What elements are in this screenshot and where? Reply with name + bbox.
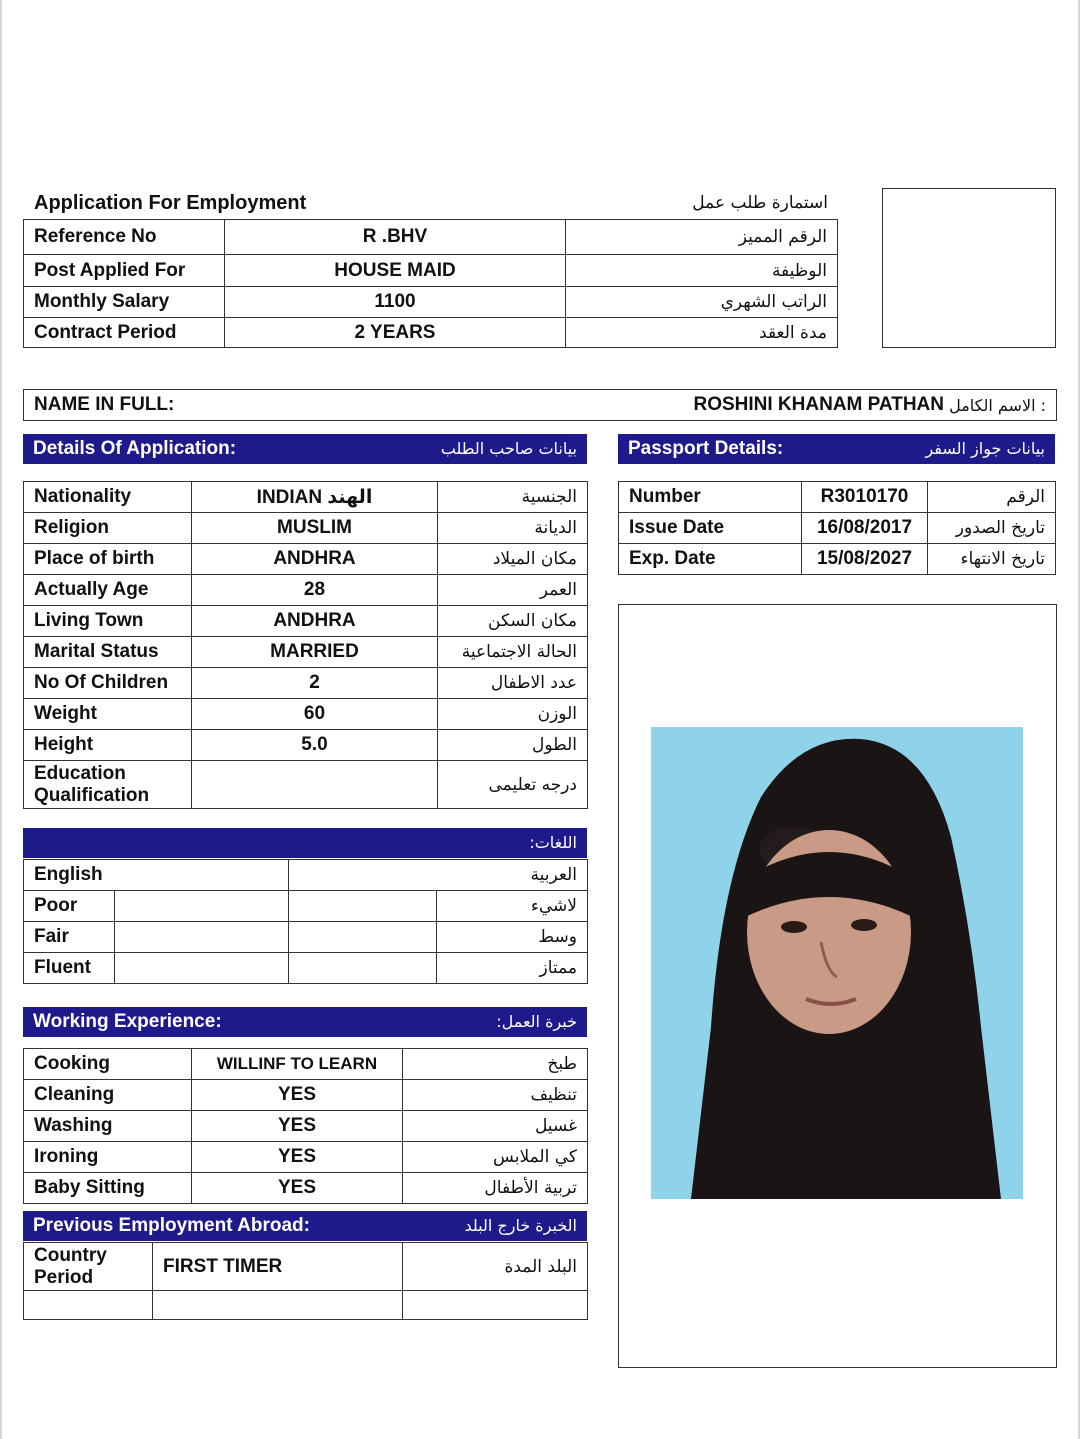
left-page-edge xyxy=(0,0,2,1439)
post-label-ar: الوظيفة xyxy=(566,255,838,287)
previous-header xyxy=(23,1211,587,1241)
exp-date-label-ar: تاريخ الانتهاء xyxy=(928,544,1056,575)
salary-value: 1100 xyxy=(225,287,566,318)
details-row xyxy=(24,637,588,668)
country-period-label xyxy=(24,1243,153,1291)
details-header-title-ar: بيانات صاحب الطلب xyxy=(440,439,577,458)
details-row xyxy=(24,482,588,513)
education-label xyxy=(24,761,192,809)
children-label-ar: عدد الاطفال xyxy=(438,668,588,699)
experience-row xyxy=(24,1111,588,1142)
religion-value: MUSLIM xyxy=(192,513,438,544)
details-row xyxy=(24,513,588,544)
passport-number-label: Number xyxy=(619,482,802,513)
experience-header-title: Working Experience: xyxy=(33,1011,222,1032)
language-row xyxy=(24,860,588,891)
language-arabic-label: العربية xyxy=(289,860,588,891)
passport-header-title: Passport Details: xyxy=(628,438,784,459)
name-label: NAME IN FULL: xyxy=(34,394,175,415)
height-label: Height xyxy=(24,730,192,761)
exp-date-value: 15/08/2027 xyxy=(802,544,928,575)
nationality-label: Nationality xyxy=(24,482,192,513)
level-fluent-arabic xyxy=(289,953,437,984)
experience-header xyxy=(23,1007,587,1037)
empty-cell xyxy=(24,1291,153,1320)
level-fair-label: Fair xyxy=(24,922,115,953)
details-row xyxy=(24,699,588,730)
level-fair-english xyxy=(115,922,289,953)
details-header xyxy=(23,434,587,464)
age-label-ar: العمر xyxy=(438,575,588,606)
passport-row xyxy=(619,482,1056,513)
details-row xyxy=(24,575,588,606)
level-fair-label-ar: وسط xyxy=(437,922,588,953)
passport-row xyxy=(619,513,1056,544)
experience-row xyxy=(24,1142,588,1173)
language-row xyxy=(24,953,588,984)
stamp-box xyxy=(882,188,1056,348)
education-label-line-1: Education xyxy=(34,762,126,784)
level-fluent-english xyxy=(115,953,289,984)
country-period-label-ar: البلد المدة xyxy=(403,1243,588,1291)
level-fluent-label: Fluent xyxy=(24,953,115,984)
level-poor-label-ar: لاشيء xyxy=(437,891,588,922)
washing-label: Washing xyxy=(24,1111,192,1142)
children-value: 2 xyxy=(192,668,438,699)
reference-table xyxy=(23,219,838,348)
post-label: Post Applied For xyxy=(24,255,225,287)
cooking-label-ar: طبخ xyxy=(403,1049,588,1080)
empty-cell xyxy=(153,1291,403,1320)
previous-header-title: Previous Employment Abroad: xyxy=(33,1215,310,1236)
details-row xyxy=(24,668,588,699)
passport-header xyxy=(618,434,1055,464)
cleaning-value: YES xyxy=(192,1080,403,1111)
marital-label: Marital Status xyxy=(24,637,192,668)
contract-label: Contract Period xyxy=(24,318,225,348)
empty-cell xyxy=(403,1291,588,1320)
marital-value: MARRIED xyxy=(192,637,438,668)
living-town-label: Living Town xyxy=(24,606,192,637)
contract-row xyxy=(24,318,838,348)
cooking-label: Cooking xyxy=(24,1049,192,1080)
baby-sitting-value: YES xyxy=(192,1173,403,1204)
experience-row xyxy=(24,1173,588,1204)
exp-date-label: Exp. Date xyxy=(619,544,802,575)
religion-label: Religion xyxy=(24,513,192,544)
applicant-portrait-illustration xyxy=(651,727,1023,1199)
experience-header-title-ar: خبرة العمل: xyxy=(496,1012,577,1031)
education-value xyxy=(192,761,438,809)
country-label: Country xyxy=(34,1244,107,1266)
cleaning-label: Cleaning xyxy=(24,1080,192,1111)
cleaning-label-ar: تنظيف xyxy=(403,1080,588,1111)
previous-row xyxy=(24,1243,588,1291)
weight-label-ar: الوزن xyxy=(438,699,588,730)
experience-row xyxy=(24,1049,588,1080)
reference-value: R .BHV xyxy=(225,220,566,255)
contract-label-ar: مدة العقد xyxy=(566,318,838,348)
previous-empty-row xyxy=(24,1291,588,1320)
religion-label-ar: الديانة xyxy=(438,513,588,544)
education-row xyxy=(24,761,588,809)
children-label: No Of Children xyxy=(24,668,192,699)
weight-label: Weight xyxy=(24,699,192,730)
reference-row xyxy=(24,220,838,255)
languages-header xyxy=(23,828,587,858)
name-label-ar: : الاسم الكامل xyxy=(949,396,1046,415)
nationality-label-ar: الجنسية xyxy=(438,482,588,513)
previous-table xyxy=(23,1242,588,1320)
salary-label-ar: الراتب الشهري xyxy=(566,287,838,318)
passport-header-title-ar: بيانات جواز السفر xyxy=(925,439,1045,458)
salary-row xyxy=(24,287,838,318)
period-label: Period xyxy=(34,1266,94,1288)
previous-header-title-ar: الخبرة خارج البلد xyxy=(464,1216,577,1235)
nationality-value: INDIAN الهند xyxy=(192,482,438,513)
level-poor-arabic xyxy=(289,891,437,922)
details-table xyxy=(23,481,588,809)
education-label-line-2: Qualification xyxy=(34,784,150,806)
details-row xyxy=(24,544,588,575)
education-label-ar: درجه تعليمى xyxy=(438,761,588,809)
height-label-ar: الطول xyxy=(438,730,588,761)
experience-table xyxy=(23,1048,588,1204)
languages-table xyxy=(23,859,588,984)
birthplace-value: ANDHRA xyxy=(192,544,438,575)
issue-date-label-ar: تاريخ الصدور xyxy=(928,513,1056,544)
form-title-arabic: استمارة طلب عمل xyxy=(692,193,828,213)
passport-number-label-ar: الرقم xyxy=(928,482,1056,513)
post-value: HOUSE MAID xyxy=(225,255,566,287)
language-english-label: English xyxy=(24,860,289,891)
language-row xyxy=(24,891,588,922)
languages-header-title-ar: اللغات: xyxy=(529,833,577,852)
birthplace-label: Place of birth xyxy=(24,544,192,575)
ironing-value: YES xyxy=(192,1142,403,1173)
language-row xyxy=(24,922,588,953)
contract-value: 2 YEARS xyxy=(225,318,566,348)
level-fair-arabic xyxy=(289,922,437,953)
post-row xyxy=(24,255,838,287)
ironing-label: Ironing xyxy=(24,1142,192,1173)
passport-table xyxy=(618,481,1056,575)
living-town-label-ar: مكان السكن xyxy=(438,606,588,637)
baby-sitting-label: Baby Sitting xyxy=(24,1173,192,1204)
salary-label: Monthly Salary xyxy=(24,287,225,318)
name-row xyxy=(23,389,1057,421)
age-value: 28 xyxy=(192,575,438,606)
weight-value: 60 xyxy=(192,699,438,730)
washing-value: YES xyxy=(192,1111,403,1142)
washing-label-ar: غسيل xyxy=(403,1111,588,1142)
height-value: 5.0 xyxy=(192,730,438,761)
cooking-value: WILLINF TO LEARN xyxy=(192,1049,403,1080)
ironing-label-ar: كي الملابس xyxy=(403,1142,588,1173)
name-value: ROSHINI KHANAM PATHAN xyxy=(693,394,944,415)
details-row xyxy=(24,606,588,637)
level-poor-english xyxy=(115,891,289,922)
birthplace-label-ar: مكان الميلاد xyxy=(438,544,588,575)
details-header-title: Details Of Application: xyxy=(33,438,237,459)
age-label: Actually Age xyxy=(24,575,192,606)
previous-value: FIRST TIMER xyxy=(153,1243,403,1291)
form-title: Application For Employment xyxy=(34,192,307,214)
applicant-photo xyxy=(651,727,1023,1199)
issue-date-value: 16/08/2017 xyxy=(802,513,928,544)
level-fluent-label-ar: ممتاز xyxy=(437,953,588,984)
issue-date-label: Issue Date xyxy=(619,513,802,544)
reference-label: Reference No xyxy=(24,220,225,255)
baby-sitting-label-ar: تربية الأطفال xyxy=(403,1173,588,1204)
passport-row xyxy=(619,544,1056,575)
reference-label-ar: الرقم المميز xyxy=(566,220,838,255)
level-poor-label: Poor xyxy=(24,891,115,922)
marital-label-ar: الحالة الاجتماعية xyxy=(438,637,588,668)
experience-row xyxy=(24,1080,588,1111)
living-town-value: ANDHRA xyxy=(192,606,438,637)
details-row xyxy=(24,730,588,761)
passport-number-value: R3010170 xyxy=(802,482,928,513)
